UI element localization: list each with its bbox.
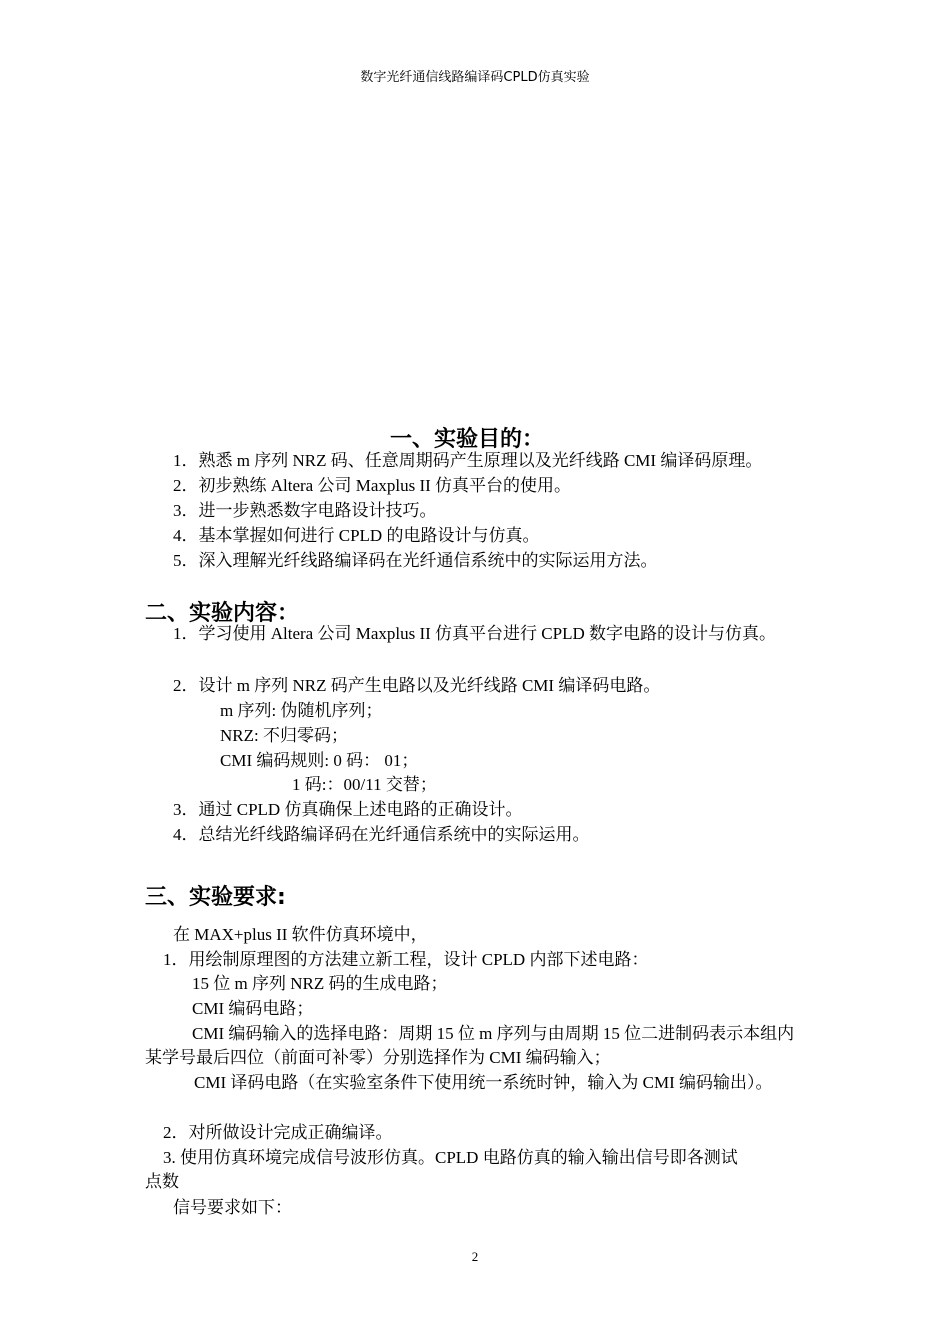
list-item: 3．进一步熟悉数字电路设计技巧。 (173, 501, 437, 520)
content-item-1: 1．学习使用 Altera 公司 Maxplus II 仿真平台进行 CPLD 数字电路的设计与仿真。 (173, 624, 777, 643)
running-header: 数字光纤通信线路编译码CPLD仿真实验 (360, 70, 590, 85)
section-2-title: 二、实验内容： (145, 601, 300, 626)
m-sequence-def: m 序列: 伪随机序列； (220, 701, 383, 720)
cmi-rule-cont: 1 码:：00/11 交替； (292, 775, 437, 794)
requirement-sub: 15 位 m 序列 NRZ 码的生成电路； (192, 974, 448, 993)
cmi-rule: CMI 编码规则: 0 码： 01； (220, 751, 419, 770)
requirement-3-cont: 点数 (145, 1172, 179, 1191)
list-item: 5．深入理解光纤线路编译码在光纤通信系统中的实际运用方法。 (173, 551, 658, 570)
requirement-sub: CMI 编码电路； (192, 999, 314, 1018)
requirement-1: 1．用绘制原理图的方法建立新工程，设计 CPLD 内部下述电路： (163, 950, 649, 969)
requirement-sub: CMI 编码输入的选择电路：周期 15 位 m 序列与由周期 15 位二进制码表示本组内某学号最后四位（前面可补零）分别选择作为 CMI 编码输入； (145, 1024, 795, 1067)
content-item-3: 3．通过 CPLD 仿真确保上述电路的正确设计。 (173, 800, 523, 819)
section-3-title: 三、实验要求: (145, 885, 286, 910)
nrz-def: NRZ: 不归零码； (220, 726, 348, 745)
list-item: 2．初步熟练 Altera 公司 Maxplus II 仿真平台的使用。 (173, 476, 572, 495)
list-item: 1．熟悉 m 序列 NRZ 码、任意周期码产生原理以及光纤线路 CMI 编译码原理。 (173, 451, 763, 470)
page-number: 2 (471, 1249, 479, 1264)
content-item-2: 2．设计 m 序列 NRZ 码产生电路以及光纤线路 CMI 编译码电路。 (173, 676, 661, 695)
requirement-sub: CMI 译码电路（在实验室条件下使用统一系统时钟，输入为 CMI 编码输出）。 (194, 1073, 773, 1092)
section-1-title: 一、实验目的： (390, 427, 545, 452)
signal-requirements: 信号要求如下： (173, 1198, 292, 1217)
list-item: 4．基本掌握如何进行 CPLD 的电路设计与仿真。 (173, 526, 540, 545)
requirement-2: 2．对所做设计完成正确编译。 (163, 1123, 393, 1142)
requirements-intro: 在 MAX+plus II 软件仿真环境中， (173, 925, 428, 944)
content-item-4: 4．总结光纤线路编译码在光纤通信系统中的实际运用。 (173, 825, 590, 844)
requirement-3: 3. 使用仿真环境完成信号波形仿真。CPLD 电路仿真的输入输出信号即各测试 (163, 1148, 738, 1167)
